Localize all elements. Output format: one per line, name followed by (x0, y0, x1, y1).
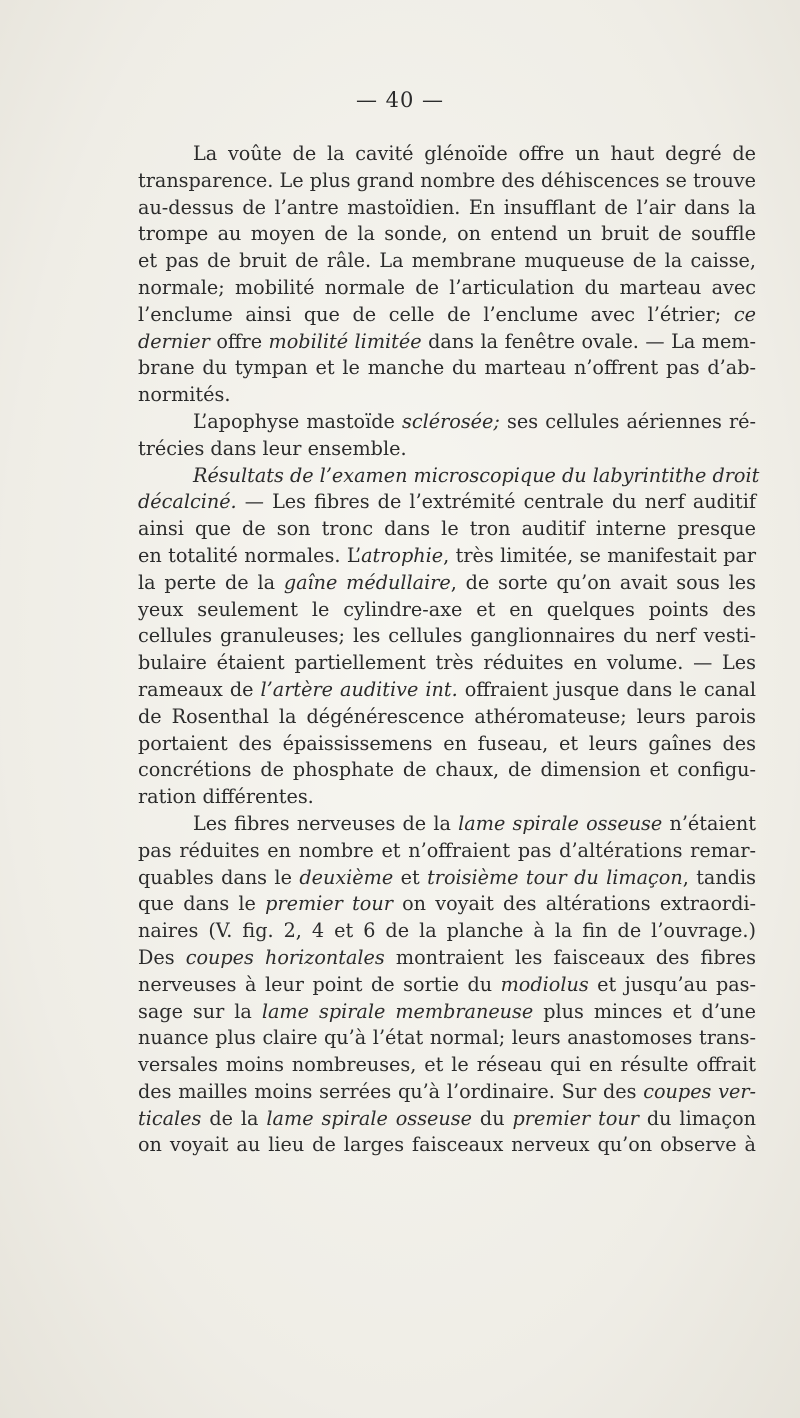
text-line: yeux seulement le cylindre-axe et en quelques points des (138, 597, 756, 621)
text-line: la perte de la gaîne médullaire, de sorte qu’on avait sous les (138, 570, 756, 594)
text-line: ration différentes. (138, 785, 314, 809)
text-line: L’apophyse mastoïde sclérosée; ses cellules aériennes ré- (193, 409, 756, 433)
text-line: sage sur la lame spirale membraneuse plus minces et d’une (138, 999, 756, 1023)
text-line: on voyait au lieu de larges faisceaux nerveux qu’on observe à (138, 1133, 756, 1157)
text-line: Les fibres nerveuses de la lame spirale osseuse n’étaient (193, 811, 757, 835)
text-line: dernier offre mobilité limitée dans la fenêtre ovale. — La mem- (138, 329, 756, 353)
text-line: La voûte de la cavité glénoïde offre un haut degré de (193, 142, 756, 165)
text-line: cellules granuleuses; les cellules ganglionnaires du nerf vesti- (138, 624, 756, 648)
text-line: bulaire étaient partiellement très réduites en volume. — Les (138, 651, 756, 675)
text-line: rameaux de l’artère auditive int. offraient jusque dans le canal (138, 677, 757, 701)
text-line: trécies dans leur ensemble. (138, 436, 407, 460)
text-line: trompe au moyen de la sonde, on entend un bruit de souffle (138, 222, 756, 246)
text-line: brane du tympan et le manche du marteau n’offrent pas d’ab- (138, 356, 756, 380)
text-line: et pas de bruit de râle. La membrane muqueuse de la caisse, (138, 249, 756, 273)
text-line: normités. (138, 383, 231, 407)
text-line: ainsi que de son tronc dans le tron auditif interne presque (138, 517, 756, 541)
text-line: naires (V. fig. 2, 4 et 6 de la planche à la fin de l’ouvrage.) (138, 919, 756, 943)
text-line: l’enclume ainsi que de celle de l’enclume avec l’étrier; ce (138, 302, 756, 326)
text-line: nuance plus claire qu’à l’état normal; leurs anastomoses trans- (138, 1026, 756, 1050)
text-line: pas réduites en nombre et n’offraient pas d’altérations remar- (138, 838, 756, 862)
text-line: transparence. Le plus grand nombre des déhiscences se trouve (138, 168, 756, 192)
text-line: quables dans le deuxième et troisième tour du limaçon, tandis (138, 865, 756, 889)
text-line: que dans le premier tour on voyait des altérations extraordi- (138, 892, 757, 916)
text-line: portaient des épaississemens en fuseau, et leurs gaînes des (138, 731, 756, 755)
text-line: ticales de la lame spirale osseuse du premier tour du limaçon (138, 1106, 756, 1130)
text-line: de Rosenthal la dégénérescence athéromateuse; leurs parois (138, 704, 756, 728)
text-line: normale; mobilité normale de l’articulation du marteau avec (138, 275, 756, 299)
text-line: au-dessus de l’antre mastoïdien. En insufflant de l’air dans la (138, 195, 756, 219)
page-number: — 40 — (355, 88, 445, 112)
text-line: des mailles moins serrées qu’à l’ordinaire. Sur des coupes ver- (138, 1079, 756, 1103)
text-line: en totalité normales. L’atrophie, très limitée, se manifestait par (138, 543, 756, 567)
text-line: Des coupes horizontales montraient les faisceaux des fibres (138, 945, 756, 969)
text-line: nerveuses à leur point de sortie du modiolus et jusqu’au pas- (138, 972, 757, 996)
text-line: concrétions de phosphate de chaux, de dimension et configu- (138, 758, 756, 782)
body-text (138, 141, 760, 1159)
text-line: versales moins nombreuses, et le réseau qui en résulte offrait (138, 1053, 756, 1077)
text-line: décalciné. — Les fibres de l’extrémité centrale du nerf auditif (138, 490, 756, 514)
text-line: Résultats de l’examen microscopique du labyrintithe droit (193, 463, 760, 487)
